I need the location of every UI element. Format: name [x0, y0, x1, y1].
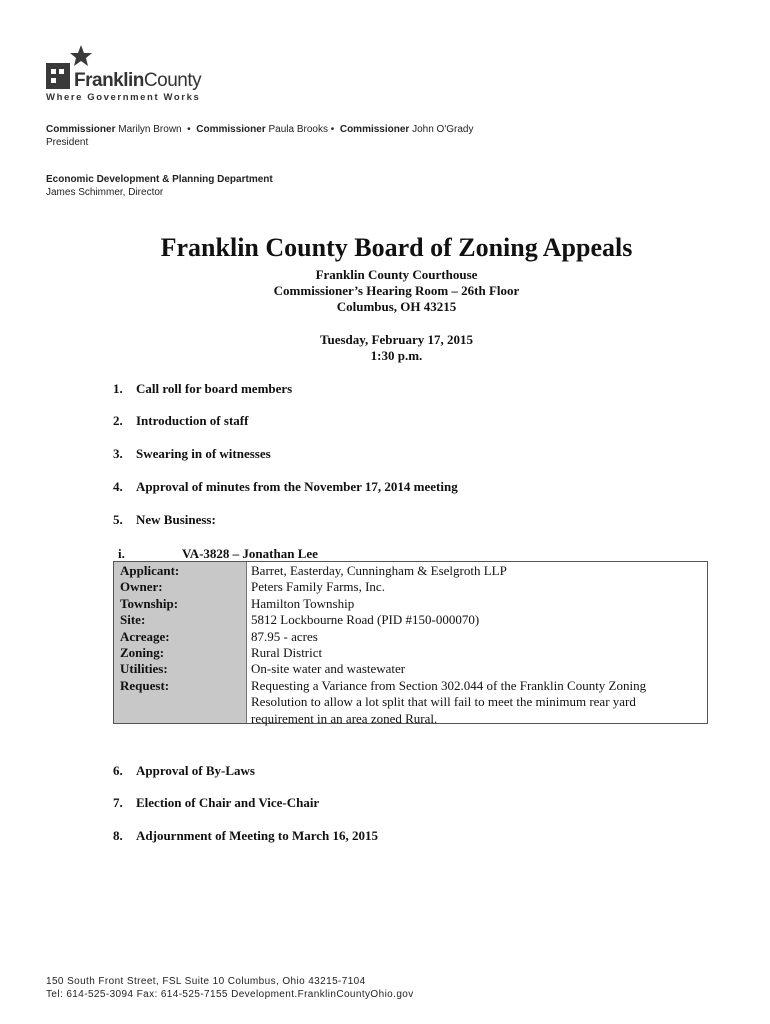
agenda-item-2: 2. Introduction of staff: [113, 413, 249, 428]
department-name: Economic Development & Planning Department: [46, 174, 273, 185]
case-title: VA-3828 – Jonathan Lee: [182, 546, 318, 561]
agenda-item-7: 7. Election of Chair and Vice-Chair: [113, 795, 320, 810]
meeting-date: Tuesday, February 17, 2015: [319, 332, 473, 347]
franklin-county-logo: [44, 44, 214, 106]
agenda-item-8: 8. Adjournment of Meeting to March 16, 2015: [113, 828, 379, 843]
logo-tagline: Where Government Works: [46, 92, 201, 103]
agenda-item-5: 5. New Business:: [113, 512, 216, 527]
agenda-item-3: 3. Swearing in of witnesses: [113, 446, 271, 461]
meeting-time: 1:30 p.m.: [370, 348, 423, 363]
footer-address: 150 South Front Street, FSL Suite 10 Columbus, Ohio 43215-7104 Tel: 614-525-3094 Fax: 614-525-7155 Development.FranklinCountyOhio.gov: [46, 976, 414, 1000]
logo-wordmark: FranklinCounty: [74, 70, 202, 91]
page-title: Franklin County Board of Zoning Appeals: [160, 233, 633, 262]
case-roman: i.: [118, 546, 125, 561]
agenda-item-6: 6. Approval of By-Laws: [113, 763, 255, 778]
director-name: James Schimmer, Director: [46, 187, 164, 198]
meeting-datetime: [0, 332, 770, 364]
agenda-item-1: 1. Call roll for board members: [113, 381, 293, 396]
department-block: [46, 173, 273, 199]
commissioners-line: Commissioner Marilyn Brown • Commissioner Paula Brooks • Commissioner John O'Grady President: [46, 124, 474, 148]
president-label: President: [46, 137, 89, 148]
case-values: Barret, Easterday, Cunningham & Eselgroth LLP Peters Family Farms, Inc. Hamilton Township 5812 Lockbourne Road (PID #150-000070) 87.95 - acres Rural District On-site water and wastewater Requesting a Variance from Section 302.044 of the Franklin County Zoning Resolution to allow a lot split that will fail to meet the minimum rear yard requirement in an area zoned Rural.: [251, 563, 647, 726]
case-heading: [118, 546, 318, 562]
agenda-item-4: 4. Approval of minutes from the November 17, 2014 meeting: [113, 479, 458, 494]
case-labels: Applicant: Owner: Township: Site: Acreage: Zoning: Utilities: Request:: [114, 562, 247, 723]
case-details-table: [113, 561, 708, 724]
meeting-location: Franklin County Courthouse Commissioner’s Hearing Room – 26th Floor Columbus, OH 43215: [273, 267, 520, 314]
